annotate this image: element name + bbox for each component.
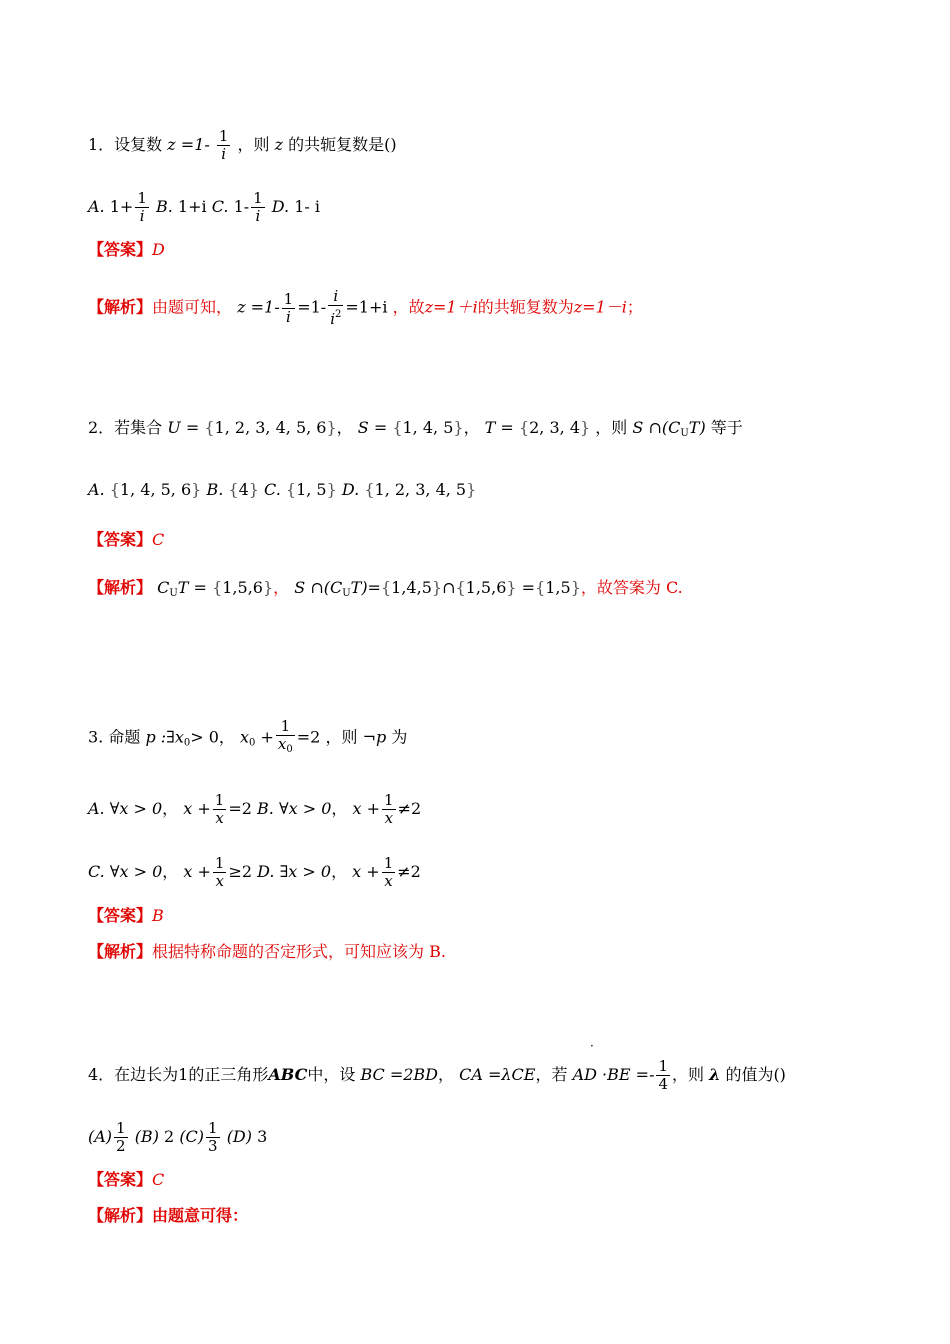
q2-option-a-label: A.: [88, 480, 105, 499]
q4-dot: ·: [590, 1039, 594, 1053]
q4-option-d-label: (D): [226, 1127, 252, 1146]
q4-options: (A) $\frac{1}{2}$ (B) 2 (C) $\frac{1}{3}$ (D) 3: [88, 1119, 268, 1155]
q4-stem: 4．在边长为1的正三角形ABC中，设 BC =2BD， CA =λCE，若 AD ·BE =- $\frac{1}{4}$ ，则 λ 的值为(): [88, 1057, 786, 1093]
q2-answer: 【答案】C: [88, 530, 165, 549]
q3-options-ab: A. ∀x > 0， x + $\frac{1}{x}$ =2 B. ∀x > 0， x + $\frac{1}{x}$ ≠2: [88, 791, 422, 827]
q2-options: A. {1, 4, 5, 6} B. {4} C. {1, 5} D. {1, 2, 3, 4, 5}: [88, 480, 477, 499]
q1-option-a-label: A.: [88, 197, 105, 216]
q1-stem-text: 1．设复数: [88, 135, 163, 154]
q4-analysis: 【解析】由题意可得：: [88, 1206, 249, 1225]
q4-option-a-label: (A): [88, 1127, 113, 1146]
q3-analysis: 【解析】根据特称命题的否定形式，可知应该为 B.: [88, 942, 446, 961]
q4-option-b-label: (B): [134, 1127, 159, 1146]
q1-analysis: 【解析】由题可知， z =1- $\frac{1}{i}$ =1- $\frac{i}{i^2}$ =1+i ，故z=1＋i的共轭复数为z=1－i；: [88, 287, 643, 328]
q2-analysis: 【解析】 $C_UT = \{1,5,6\}$， S $\cap(C_UT)=\{1,4,5\}\cap\{1,5,6\} =\{1,5\}$，故答案为 C.: [88, 578, 683, 599]
q1-stem-expr: z =1-: [167, 135, 210, 154]
q3-option-b-label: B.: [257, 799, 274, 818]
q1-option-b-label: B.: [155, 197, 173, 216]
q3-option-a-label: A.: [88, 799, 105, 818]
q4-answer: 【答案】C: [88, 1170, 165, 1189]
q2-option-d-label: D.: [341, 480, 360, 499]
q1-answer: 【答案】D: [88, 240, 165, 259]
q3-answer: 【答案】B: [88, 906, 164, 925]
q2-option-b-label: B.: [206, 480, 224, 499]
q1-stem: 1．设复数 z =1- $\frac{1}{i}$ ，则 z 的共轭复数是(): [88, 127, 397, 163]
q2-stem: 2．若集合 U = {1, 2, 3, 4, 5, 6}， S = {1, 4, 5}， T = {2, 3, 4} ，则 S $\cap(C_UT)$ 等于: [88, 418, 743, 439]
q3-option-d-label: D.: [257, 862, 275, 881]
q4-option-c-label: (C): [179, 1127, 205, 1146]
q1-stem-fraction: $\frac{1}{i}$: [218, 127, 229, 163]
q3-stem: 3. 命题 p $:\exists x_0> 0$， $x_0$ + $\frac{1}{x_0}$ =2 ，则 ¬p 为: [88, 717, 408, 755]
q2-option-c-label: C.: [264, 480, 281, 499]
q3-options-cd: C. ∀x > 0， x + $\frac{1}{x}$ ≥2 D. ∃x > 0， x + $\frac{1}{x}$ ≠2: [88, 854, 421, 890]
q1-option-d-label: D.: [271, 197, 290, 216]
q1-option-c-label: C.: [211, 197, 229, 216]
q3-option-c-label: C.: [88, 862, 105, 881]
q1-options: A. 1+ $\frac{1}{i}$ B. 1+i C. 1- $\frac{1}{i}$ D. 1- i: [88, 189, 321, 225]
